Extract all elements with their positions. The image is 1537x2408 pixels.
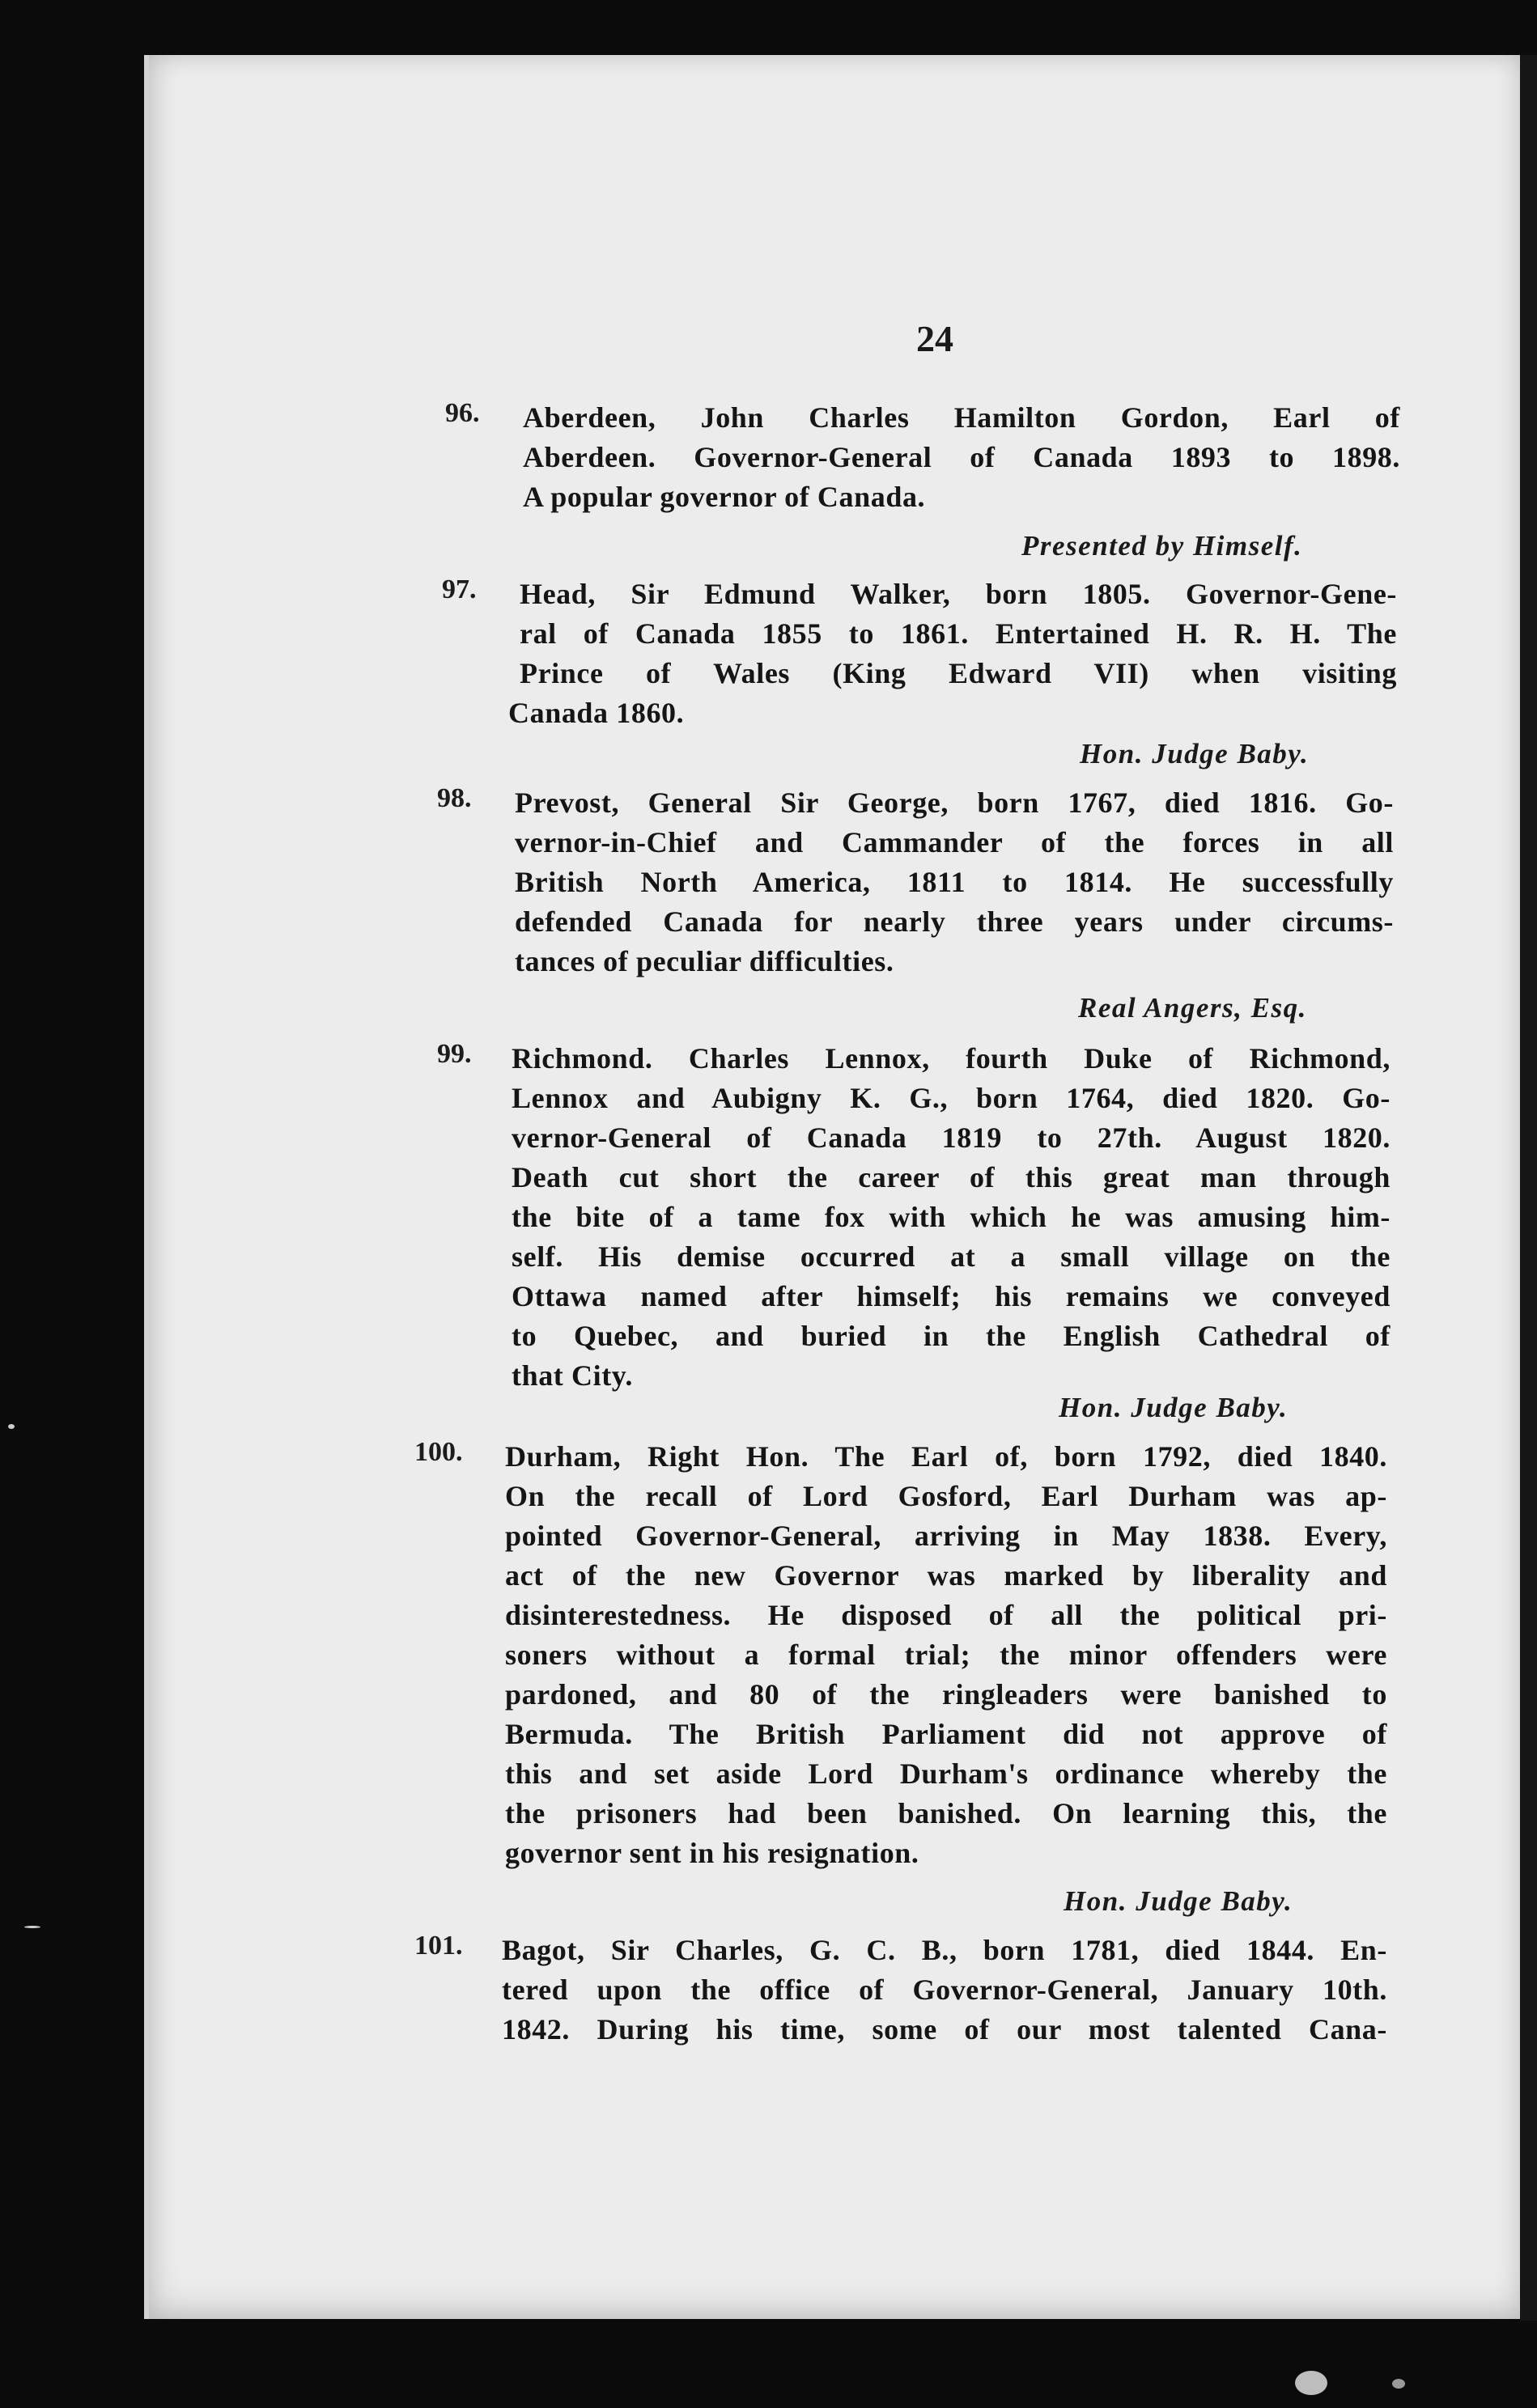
entry-number: 96. (445, 398, 480, 428)
entry-line: Aberdeen. Governor-General of Canada 1893 to 1898. (523, 441, 1400, 473)
entry-description (505, 1437, 1387, 1873)
entry-line: Lennox and Aubigny K. G., born 1764, died 1820. Go- (512, 1082, 1391, 1114)
entry-line: Aberdeen, John Charles Hamilton Gordon, Earl of (523, 401, 1400, 434)
entry-line: vernor-in-Chief and Cammander of the forces in all (515, 826, 1394, 858)
entry-line: Richmond. Charles Lennox, fourth Duke of Richmond, (512, 1042, 1391, 1075)
entry-attribution: Hon. Judge Baby. (1059, 1392, 1289, 1423)
scan-speck (1295, 2371, 1327, 2395)
entry-description (508, 574, 1397, 733)
entry-line: Durham, Right Hon. The Earl of, born 1792, died 1840. (505, 1440, 1387, 1473)
entry-attribution: Presented by Himself. (1021, 530, 1303, 562)
entry-line: Prevost, General Sir George, born 1767, died 1816. Go- (515, 786, 1394, 819)
entry-line: Death cut short the career of this great man through (512, 1161, 1391, 1193)
entry-attribution: Hon. Judge Baby. (1064, 1885, 1293, 1917)
entry-line: governor sent in his resignation. (505, 1837, 919, 1869)
entry-number: 98. (437, 783, 472, 813)
catalog-entry-101 (414, 1931, 1397, 2060)
scan-speck (1392, 2379, 1405, 2389)
entry-line: ral of Canada 1855 to 1861. Entertained H. R. H. The (520, 617, 1397, 650)
entry-line: Ottawa named after himself; his remains we conveyed (512, 1280, 1391, 1312)
entry-line: pointed Governor-General, arriving in May 1838. Every, (505, 1520, 1387, 1552)
entry-number: 100. (414, 1437, 463, 1467)
entry-line: Bermuda. The British Parliament did not approve of (505, 1718, 1387, 1750)
entry-number: 101. (414, 1931, 463, 1961)
entry-line: vernor-General of Canada 1819 to 27th. August 1820. (512, 1121, 1391, 1154)
entry-line: the bite of a tame fox with which he was amusing him- (512, 1201, 1391, 1233)
catalog-entry-100 (414, 1437, 1397, 1874)
entry-line: defended Canada for nearly three years under circums- (515, 905, 1394, 938)
entry-line: soners without a formal trial; the minor offenders were (505, 1639, 1387, 1671)
entry-line: disinterestedness. He disposed of all the political pri- (505, 1599, 1387, 1631)
entry-number: 97. (442, 574, 477, 604)
entry-line: pardoned, and 80 of the ringleaders were banished to (505, 1678, 1387, 1711)
entry-line: self. His demise occurred at a small village on the (512, 1240, 1391, 1273)
entry-line: the prisoners had been banished. On learning this, the (505, 1797, 1387, 1829)
entry-line: Prince of Wales (King Edward VII) when visiting (520, 657, 1397, 689)
entry-description (523, 398, 1400, 517)
entry-line: tered upon the office of Governor-General, January 10th. (502, 1973, 1387, 2006)
entry-line: Head, Sir Edmund Walker, born 1805. Governor-Gene- (520, 578, 1397, 610)
scan-speck (8, 1424, 15, 1429)
entry-attribution: Real Angers, Esq. (1078, 992, 1307, 1024)
page-edge-shadow (1520, 55, 1537, 2321)
catalog-entry-99 (437, 1039, 1397, 1403)
catalog-entry-97 (435, 574, 1399, 752)
entry-line: Canada 1860. (508, 697, 685, 729)
entry-description (502, 1931, 1387, 2050)
entry-number: 99. (437, 1039, 472, 1069)
entry-description (515, 783, 1394, 981)
page-number: 24 (916, 318, 953, 359)
entry-description (512, 1039, 1391, 1396)
entry-line: that City. (512, 1359, 633, 1392)
entry-attribution: Hon. Judge Baby. (1080, 738, 1310, 769)
entry-line: British North America, 1811 to 1814. He successfully (515, 866, 1394, 898)
catalog-entry-98 (437, 783, 1399, 986)
scan-speck (24, 1926, 40, 1928)
entry-line: to Quebec, and buried in the English Cathedral of (512, 1320, 1391, 1352)
entry-line: Bagot, Sir Charles, G. C. B., born 1781, died 1844. En- (502, 1934, 1387, 1966)
entry-line: On the recall of Lord Gosford, Earl Durham was ap- (505, 1480, 1387, 1512)
entry-line: act of the new Governor was marked by liberality and (505, 1559, 1387, 1592)
entry-line: tances of peculiar difficulties. (515, 945, 894, 977)
entry-line: 1842. During his time, some of our most talented Cana- (502, 2013, 1387, 2046)
entry-line: this and set aside Lord Durham's ordinance whereby the (505, 1757, 1387, 1790)
entry-line: A popular governor of Canada. (523, 481, 926, 513)
